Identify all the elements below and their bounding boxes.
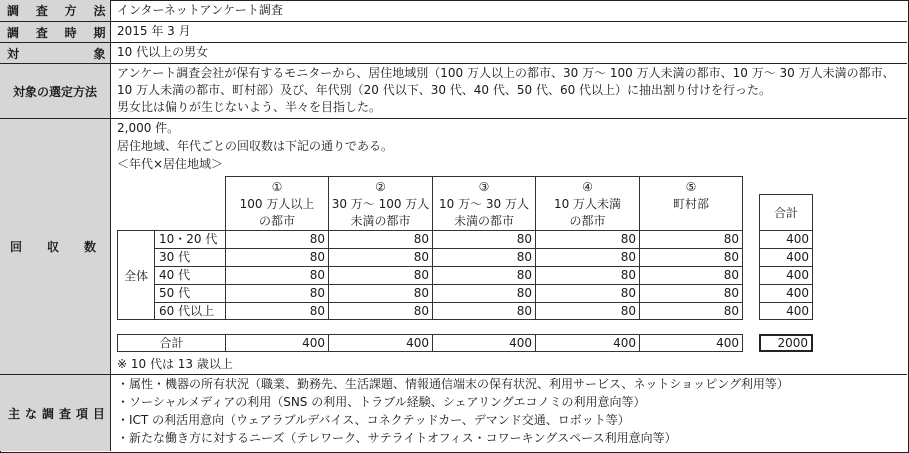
table-cell: 80 [639, 248, 743, 266]
sum-row-label-cell [117, 334, 225, 352]
footnote: ※ 10 代は 13 歳以上 [117, 357, 233, 371]
col-label-line2: の都市 [258, 213, 295, 228]
label-char: 時 [64, 25, 78, 40]
col-number: ⑤ [685, 179, 697, 194]
col-label-line1: 30 万～ 100 万人 [331, 196, 430, 211]
label-char: 主 [8, 406, 21, 421]
col-header-1 [225, 176, 328, 230]
label-char: 調 [7, 4, 20, 18]
table-cell: 80 [225, 284, 328, 302]
survey-period-value: 2015 年 3 月 [117, 24, 191, 38]
col-label-line1: 100 万人以上 [239, 196, 315, 211]
label-survey-method [0, 0, 111, 21]
target-value: 10 代以上の男女 [117, 45, 209, 59]
row-label: 40 代 [154, 266, 225, 284]
table-cell: 80 [639, 302, 743, 320]
row-divider [0, 374, 907, 375]
survey-item-1: ・属性・機器の所有状況（職業、勤務先、生活課題、情報通信端末の保有状況、利用サービス、ネットショッピング利用等） [117, 377, 789, 391]
table-cell: 80 [328, 266, 432, 284]
label-survey-period [0, 22, 111, 42]
sum-cell: 400 [535, 334, 639, 352]
total-header-text: 合計 [773, 205, 798, 220]
survey-item-3: ・ICT の利活用意向（ウェアラブルデバイス、コネクテッドカー、デマンド交通、ロボット等） [117, 413, 630, 427]
table-cell: 80 [639, 284, 743, 302]
label-char: 収 [46, 240, 59, 254]
label-char: 項 [75, 406, 88, 421]
label-char: 目 [92, 406, 105, 421]
col-label-line2: の都市 [569, 213, 606, 228]
label-survey-items [0, 375, 111, 451]
table-cell: 80 [432, 266, 535, 284]
selection-line-1: アンケート調査会社が保有するモニターから、居住地域別（100 万人以上の都市、30 万～ 100 万人未満の都市、10 万～ 30 万人未満の都市、 [117, 66, 895, 80]
selection-line-3: 男女比は偏りが生じないよう、半々を目指した。 [117, 100, 382, 114]
label-responses [0, 119, 111, 374]
label-char: 法 [93, 4, 106, 18]
table-cell: 80 [225, 248, 328, 266]
sum-cell: 400 [328, 334, 432, 352]
sum-cell: 400 [432, 334, 535, 352]
table-cell: 80 [432, 284, 535, 302]
row-divider [0, 21, 907, 22]
response-count: 2,000 件。 [117, 121, 180, 135]
row-total-cell: 400 [759, 248, 813, 266]
table-cell: 80 [225, 302, 328, 320]
label-char: 査 [35, 25, 49, 40]
table-cell: 80 [535, 230, 639, 248]
table-cell: 80 [535, 248, 639, 266]
sum-row-label: 合計 [159, 336, 184, 350]
col-label-line2: 未満の都市 [350, 213, 411, 228]
row-label: 30 代 [154, 248, 225, 266]
label-char: 象 [93, 46, 106, 61]
label-char: 査 [35, 4, 49, 18]
survey-item-4: ・新たな働き方に対するニーズ（テレワーク、サテライトオフィス・コワーキングスペース利用意向等） [117, 431, 677, 445]
row-label: 50 代 [154, 284, 225, 302]
table-cell: 80 [225, 230, 328, 248]
survey-item-2: ・ソーシャルメディアの利用（SNS の利用、トラブル経験、シェアリングエコノミの利用意向等） [117, 395, 646, 409]
label-target [0, 43, 111, 63]
col-number: ④ [582, 179, 593, 194]
row-divider [0, 118, 907, 119]
row-total-cell: 400 [759, 230, 813, 248]
label-char: 回 [10, 240, 23, 254]
label-char: 期 [93, 25, 106, 40]
label-char: 調 [41, 406, 54, 421]
grand-total: 2000 [759, 334, 813, 352]
label-selection-method [0, 64, 111, 118]
sum-cell: 400 [639, 334, 743, 352]
table-cell: 80 [432, 230, 535, 248]
total-header [759, 194, 813, 230]
label-char: 数 [83, 240, 96, 254]
label-char: 対 [7, 46, 20, 61]
col-number: ① [271, 179, 283, 194]
row-divider [0, 63, 907, 64]
col-header-2 [328, 176, 432, 230]
col-label-line1: 町村部 [672, 196, 709, 211]
label-char: 査 [58, 406, 71, 421]
table-cell: 80 [328, 230, 432, 248]
row-label: 10・20 代 [154, 230, 225, 248]
table-cell: 80 [639, 266, 743, 284]
col-header-5 [639, 176, 743, 230]
sum-cell: 400 [225, 334, 328, 352]
label-char: 方 [64, 4, 78, 18]
row-divider [0, 42, 907, 43]
survey-method-value: インターネットアンケート調査 [117, 3, 283, 17]
table-cell: 80 [328, 302, 432, 320]
label-char: な [24, 406, 37, 421]
table-cell: 80 [432, 302, 535, 320]
row-total-cell: 400 [759, 266, 813, 284]
selection-line-2: 10 万人未満の都市、町村部）及び、年代別（20 代以下、30 代、40 代、50 代、60 代以上）に抽出割り付けを行った。 [117, 83, 772, 97]
col-header-4 [535, 176, 639, 230]
table-cell: 80 [535, 302, 639, 320]
table-cell: 80 [328, 248, 432, 266]
group-label-cell [117, 230, 154, 320]
row-label: 60 代以上 [154, 302, 225, 320]
col-label-line1: 10 万～ 30 万人 [439, 196, 529, 211]
row-total-cell: 400 [759, 284, 813, 302]
table-caption: ＜年代×居住地域＞ [117, 157, 224, 171]
label-char: 調 [7, 25, 20, 40]
response-note: 居住地域、年代ごとの回収数は下記の通りである。 [117, 139, 394, 153]
col-label-line1: 10 万人未満 [553, 196, 622, 211]
table-cell: 80 [328, 284, 432, 302]
col-number: ② [375, 179, 386, 194]
group-label: 全体 [123, 268, 148, 283]
label-text: 対象の選定方法 [12, 84, 97, 99]
table-cell: 80 [639, 230, 743, 248]
row-total-cell: 400 [759, 302, 813, 320]
col-header-3 [432, 176, 535, 230]
table-cell: 80 [535, 284, 639, 302]
table-cell: 80 [432, 248, 535, 266]
table-cell: 80 [225, 266, 328, 284]
table-cell: 80 [535, 266, 639, 284]
col-label-line2: 未満の都市 [453, 213, 514, 228]
col-number: ③ [478, 179, 490, 194]
